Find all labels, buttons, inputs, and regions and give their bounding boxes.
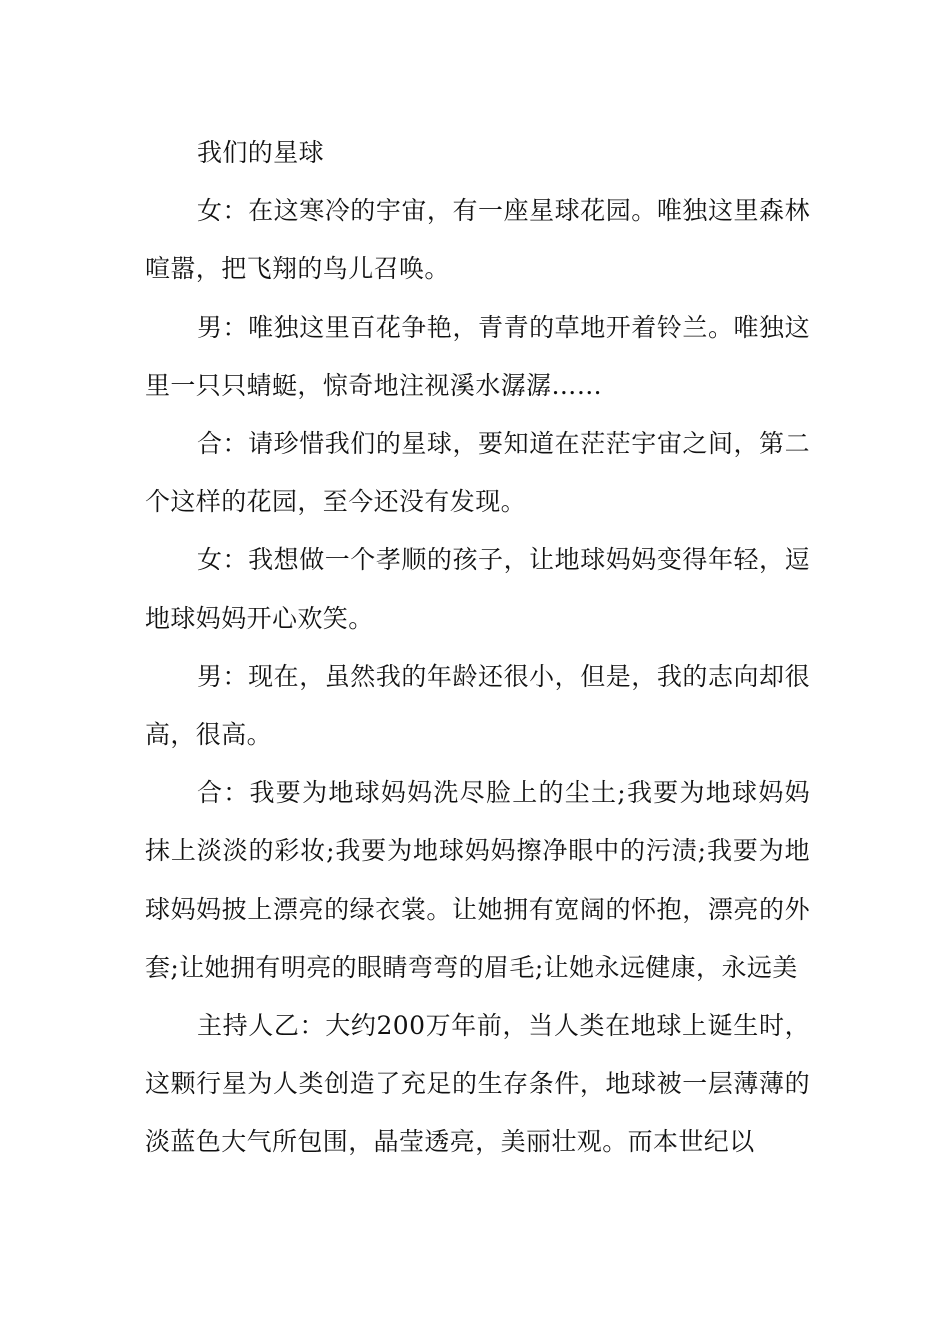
document-body (145, 124, 810, 1172)
paragraph-host-b: 主持人乙：大约200万年前，当人类在地球上诞生时，这颗行星为人类创造了充足的生存条件，地球被一层薄薄的淡蓝色大气所包围，晶莹透亮，美丽壮观。而本世纪以 (145, 1011, 810, 1157)
paragraph-female-2: 女：我想做一个孝顺的孩子，让地球妈妈变得年轻，逗地球妈妈开心欢笑。 (145, 545, 810, 633)
paragraph-female-1: 女：在这寒冷的宇宙，有一座星球花园。唯独这里森林喧嚣，把飞翔的鸟儿召唤。 (145, 196, 810, 284)
document-title: 我们的星球 (197, 138, 325, 167)
paragraph-male-2: 男：现在，虽然我的年龄还很小，但是，我的志向却很高，很高。 (145, 661, 810, 750)
paragraph-together-1: 合：请珍惜我们的星球，要知道在茫茫宇宙之间，第二个这样的花园，至今还没有发现。 (145, 429, 810, 517)
paragraph-together-2: 合：我要为地球妈妈洗尽脸上的尘土;我要为地球妈妈抹上淡淡的彩妆;我要为地球妈妈擦净眼中的污渍;我要为地球妈妈披上漂亮的绿衣裳。让她拥有宽阔的怀抱，漂亮的外套;让她拥有明亮的眼睛弯弯的眉毛;让她永远健康，永远美 (145, 778, 810, 982)
paragraph-male-1: 男：唯独这里百花争艳，青青的草地开着铃兰。唯独这里一只只蜻蜓，惊奇地注视溪水潺潺…… (145, 312, 810, 400)
